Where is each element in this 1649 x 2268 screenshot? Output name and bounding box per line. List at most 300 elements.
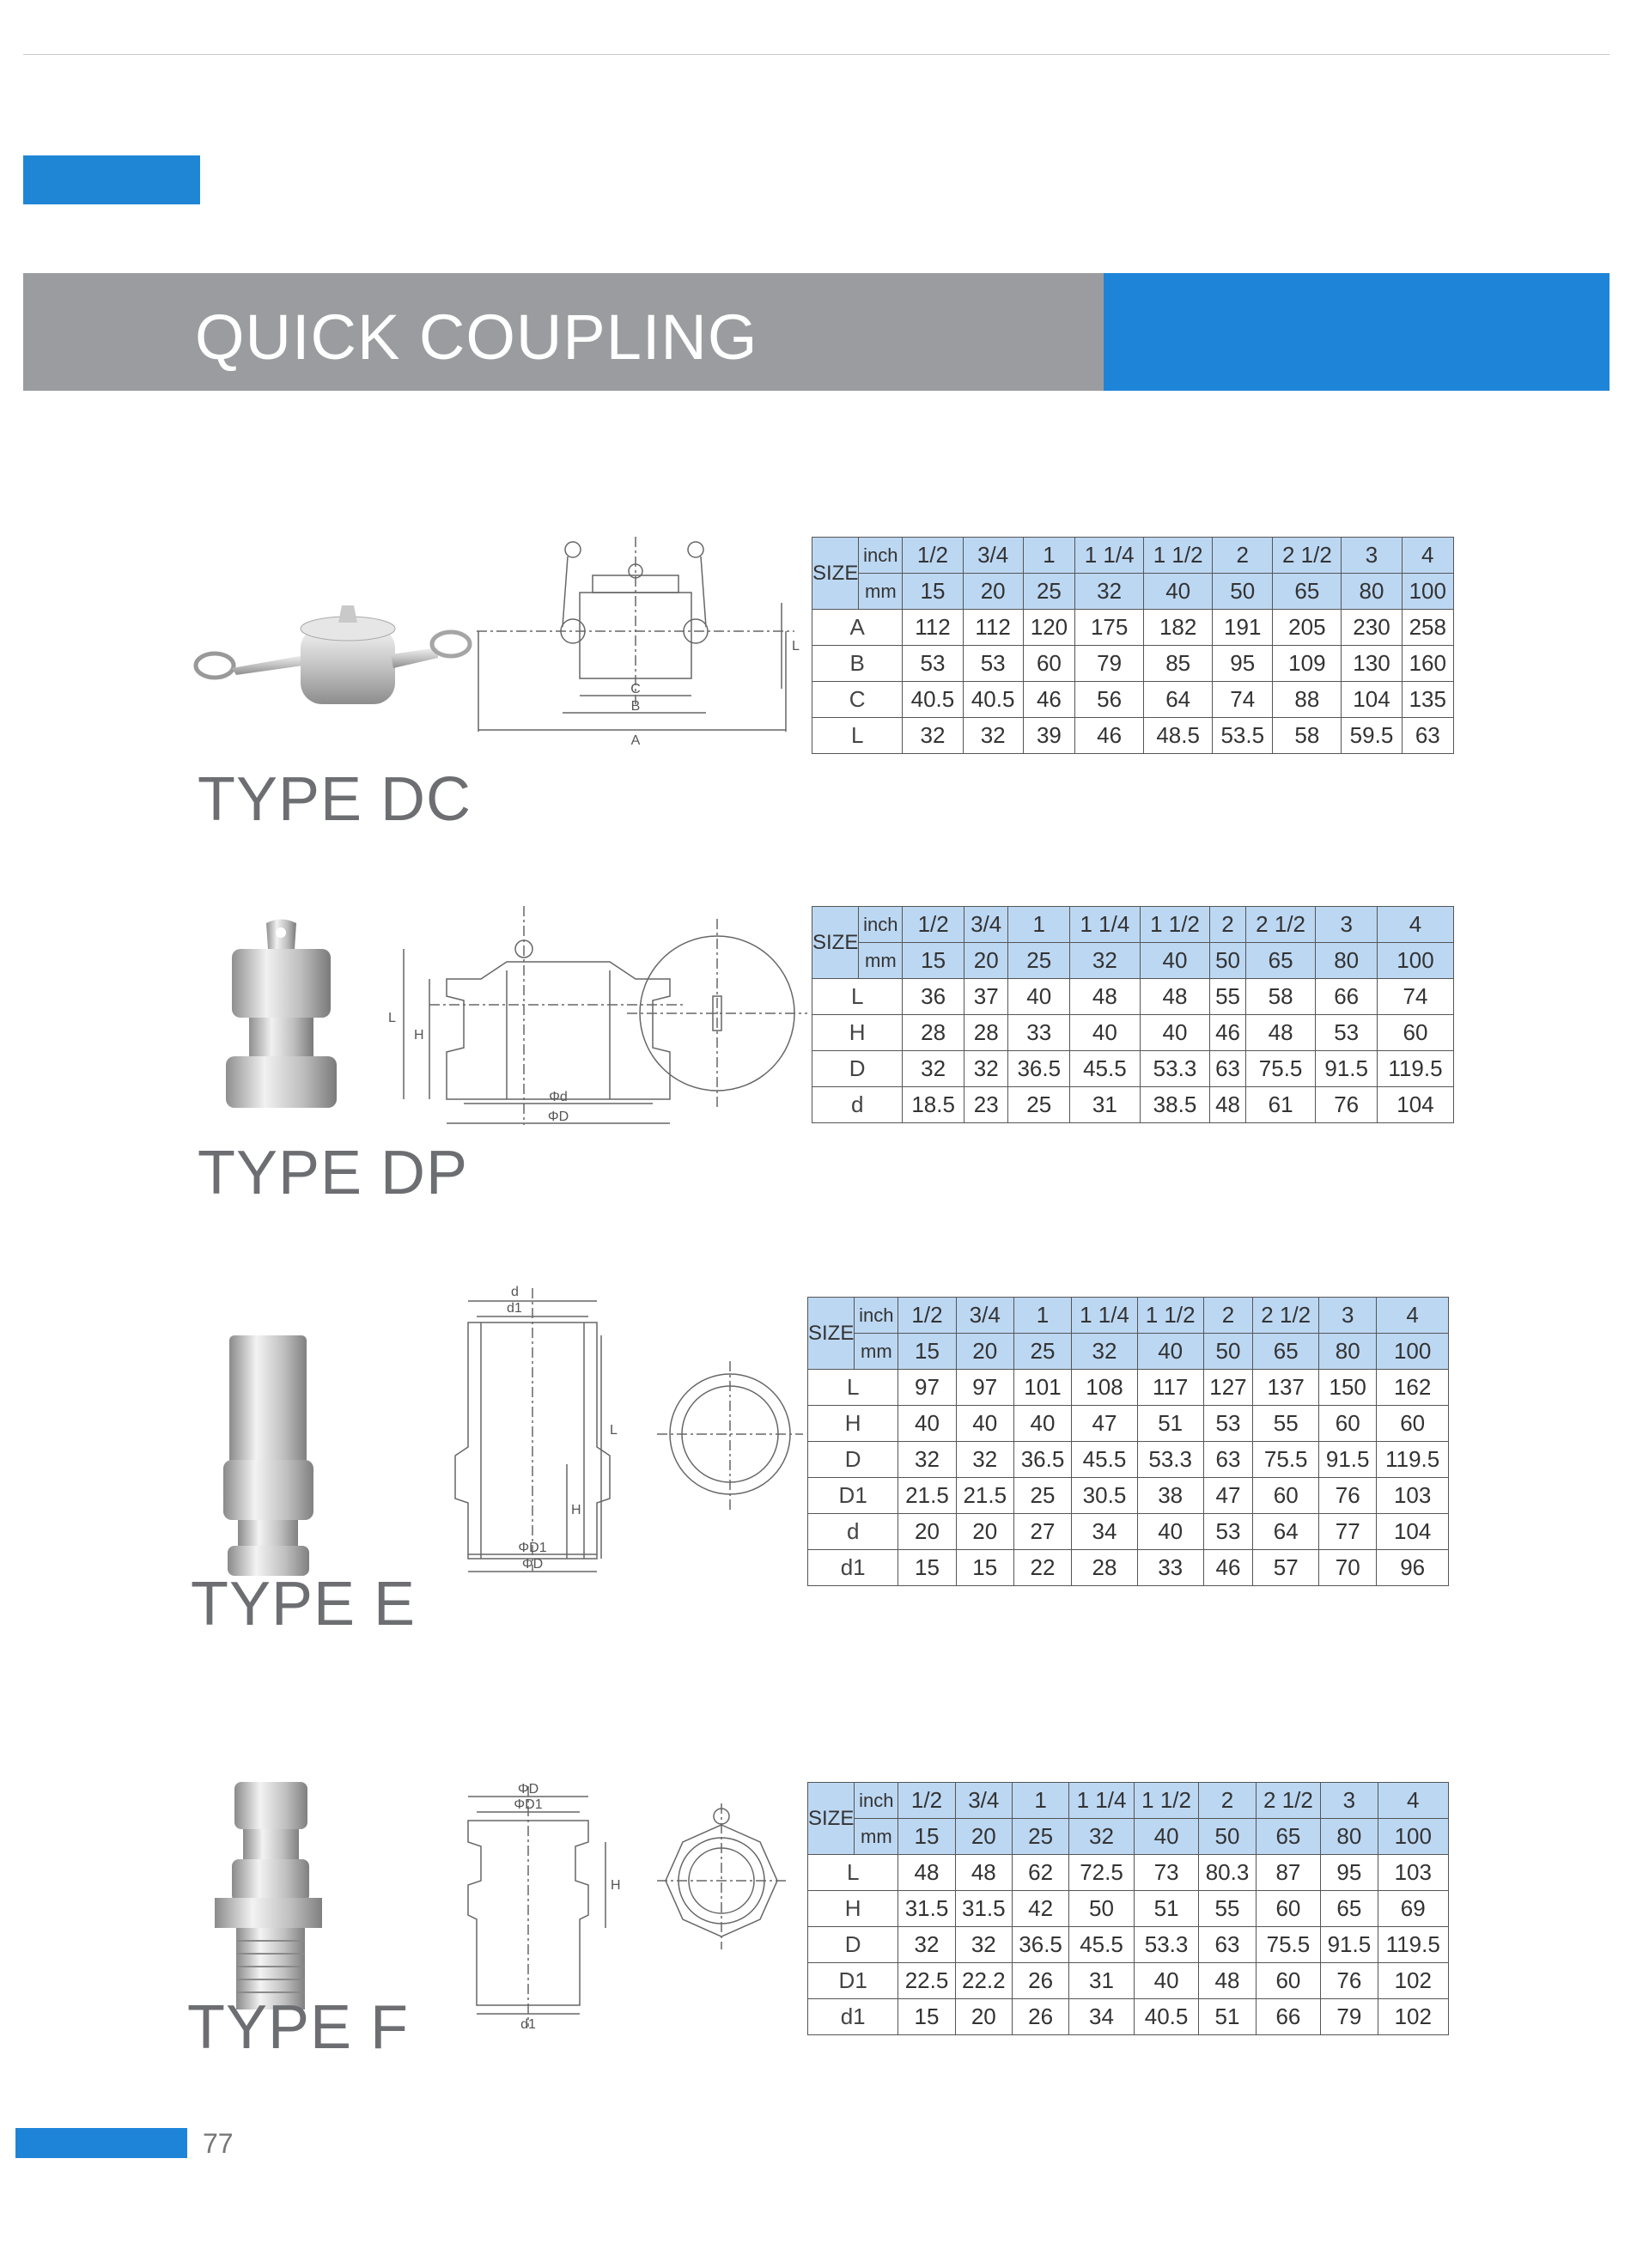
header-accent-tab [23, 155, 200, 204]
banner-blue-block [1104, 273, 1609, 391]
mm-cell: 25 [1008, 943, 1070, 979]
inch-cell: 2 1/2 [1256, 1783, 1321, 1819]
inch-cell: 1/2 [903, 907, 964, 943]
type-dp-label: TYPE DP [198, 1139, 469, 1207]
value-cell: 15 [956, 1550, 1013, 1586]
value-cell: 31 [1070, 1087, 1141, 1123]
value-cell: 60 [1377, 1406, 1449, 1442]
value-cell: 66 [1316, 979, 1378, 1015]
value-cell: 64 [1144, 682, 1213, 718]
inch-cell: 1/2 [898, 1783, 955, 1819]
value-cell: 76 [1321, 1963, 1378, 1999]
row-label: L [812, 979, 903, 1015]
value-cell: 65 [1321, 1891, 1378, 1927]
value-cell: 40 [1008, 979, 1070, 1015]
value-cell: 79 [1075, 646, 1144, 682]
mm-cell: 65 [1273, 574, 1342, 610]
inch-cell: 3/4 [955, 1783, 1012, 1819]
value-cell: 60 [1253, 1478, 1319, 1514]
mm-cell: 80 [1342, 574, 1402, 610]
value-cell: 61 [1245, 1087, 1316, 1123]
value-cell: 36 [903, 979, 964, 1015]
value-cell: 28 [903, 1015, 964, 1051]
value-cell: 38 [1137, 1478, 1203, 1514]
mm-cell: 100 [1377, 1334, 1449, 1370]
value-cell: 91.5 [1319, 1442, 1377, 1478]
inch-label: inch [859, 538, 903, 574]
row-label: H [808, 1406, 898, 1442]
dc-dim-b: B [630, 699, 641, 714]
value-cell: 48 [1199, 1963, 1256, 1999]
value-cell: 33 [1008, 1015, 1070, 1051]
mm-cell: 100 [1378, 1819, 1448, 1855]
value-cell: 62 [1012, 1855, 1068, 1891]
value-cell: 75.5 [1256, 1927, 1321, 1963]
row-label: A [812, 610, 903, 646]
mm-cell: 15 [903, 943, 964, 979]
mm-cell: 80 [1321, 1819, 1378, 1855]
value-cell: 34 [1069, 1999, 1135, 2035]
f-dim-d1: d1 [520, 2017, 536, 2032]
value-cell: 53 [1316, 1015, 1378, 1051]
mm-cell: 50 [1210, 943, 1246, 979]
value-cell: 56 [1075, 682, 1144, 718]
inch-cell: 1 [1013, 1298, 1071, 1334]
value-cell: 40 [1137, 1514, 1203, 1550]
value-cell: 135 [1402, 682, 1453, 718]
value-cell: 96 [1377, 1550, 1449, 1586]
value-cell: 53.3 [1134, 1927, 1199, 1963]
value-cell: 51 [1199, 1999, 1256, 2035]
row-label: L [808, 1855, 898, 1891]
type-dc-label: TYPE DC [198, 765, 472, 834]
inch-cell: 1/2 [898, 1298, 956, 1334]
value-cell: 40 [898, 1406, 956, 1442]
e-dim-l: L [610, 1423, 618, 1438]
value-cell: 63 [1199, 1927, 1256, 1963]
inch-cell: 1 1/4 [1070, 907, 1141, 943]
value-cell: 88 [1273, 682, 1342, 718]
value-cell: 53 [963, 646, 1023, 682]
value-cell: 45.5 [1069, 1927, 1135, 1963]
inch-cell: 3/4 [964, 907, 1008, 943]
inch-cell: 3/4 [956, 1298, 1013, 1334]
value-cell: 38.5 [1140, 1087, 1210, 1123]
value-cell: 30.5 [1072, 1478, 1138, 1514]
value-cell: 160 [1402, 646, 1453, 682]
row-label: D [812, 1051, 903, 1087]
value-cell: 50 [1069, 1891, 1135, 1927]
value-cell: 117 [1137, 1370, 1203, 1406]
value-cell: 104 [1377, 1087, 1453, 1123]
value-cell: 70 [1319, 1550, 1377, 1586]
page-title: QUICK COUPLING [195, 301, 758, 373]
inch-cell: 2 1/2 [1273, 538, 1342, 574]
mm-cell: 25 [1013, 1334, 1071, 1370]
value-cell: 26 [1012, 1999, 1068, 2035]
inch-cell: 1 1/4 [1069, 1783, 1135, 1819]
dc-dim-c: C [630, 682, 641, 696]
inch-cell: 3 [1316, 907, 1378, 943]
row-label: d1 [808, 1999, 898, 2035]
value-cell: 20 [956, 1514, 1013, 1550]
inch-cell: 3 [1321, 1783, 1378, 1819]
value-cell: 31 [1069, 1963, 1135, 1999]
mm-cell: 25 [1012, 1819, 1068, 1855]
row-label: D1 [808, 1478, 898, 1514]
mm-cell: 50 [1213, 574, 1273, 610]
inch-cell: 4 [1377, 907, 1453, 943]
f-dim-phi-d1: ΦD1 [514, 1797, 543, 1812]
value-cell: 55 [1199, 1891, 1256, 1927]
value-cell: 102 [1378, 1963, 1448, 1999]
mm-cell: 20 [956, 1334, 1013, 1370]
e-dim-phi-d1: ΦD1 [518, 1541, 547, 1555]
section-type-f [0, 1760, 1649, 2104]
value-cell: 87 [1256, 1855, 1321, 1891]
value-cell: 28 [1072, 1550, 1138, 1586]
inch-cell: 2 1/2 [1253, 1298, 1319, 1334]
value-cell: 191 [1213, 610, 1273, 646]
value-cell: 36.5 [1012, 1927, 1068, 1963]
row-label: D [808, 1442, 898, 1478]
value-cell: 53.3 [1140, 1051, 1210, 1087]
value-cell: 60 [1319, 1406, 1377, 1442]
value-cell: 66 [1256, 1999, 1321, 2035]
value-cell: 69 [1378, 1891, 1448, 1927]
value-cell: 77 [1319, 1514, 1377, 1550]
value-cell: 22.2 [955, 1963, 1012, 1999]
value-cell: 119.5 [1377, 1442, 1449, 1478]
inch-cell: 1 1/2 [1144, 538, 1213, 574]
value-cell: 104 [1377, 1514, 1449, 1550]
row-label: C [812, 682, 903, 718]
mm-label: mm [859, 943, 903, 979]
value-cell: 32 [964, 1051, 1008, 1087]
mm-cell: 20 [955, 1819, 1012, 1855]
dc-dim-a: A [630, 733, 641, 747]
value-cell: 162 [1377, 1370, 1449, 1406]
value-cell: 27 [1013, 1514, 1071, 1550]
value-cell: 76 [1316, 1087, 1378, 1123]
value-cell: 60 [1256, 1963, 1321, 1999]
inch-cell: 1 1/4 [1072, 1298, 1138, 1334]
value-cell: 91.5 [1321, 1927, 1378, 1963]
value-cell: 32 [956, 1442, 1013, 1478]
value-cell: 53.3 [1137, 1442, 1203, 1478]
value-cell: 58 [1245, 979, 1316, 1015]
page-number: 77 [203, 2128, 234, 2159]
value-cell: 60 [1023, 646, 1074, 682]
value-cell: 47 [1203, 1478, 1253, 1514]
value-cell: 34 [1072, 1514, 1138, 1550]
type-dp-technical-drawing [378, 902, 816, 1134]
inch-cell: 3 [1319, 1298, 1377, 1334]
mm-cell: 40 [1140, 943, 1210, 979]
value-cell: 36.5 [1008, 1051, 1070, 1087]
value-cell: 127 [1203, 1370, 1253, 1406]
type-f-technical-drawing [434, 1778, 794, 2035]
value-cell: 45.5 [1072, 1442, 1138, 1478]
value-cell: 60 [1377, 1015, 1453, 1051]
value-cell: 46 [1023, 682, 1074, 718]
inch-label: inch [855, 1298, 898, 1334]
value-cell: 40 [1013, 1406, 1071, 1442]
mm-cell: 20 [964, 943, 1008, 979]
value-cell: 258 [1402, 610, 1453, 646]
inch-cell: 2 [1213, 538, 1273, 574]
mm-label: mm [859, 574, 903, 610]
inch-cell: 1 1/4 [1075, 538, 1144, 574]
value-cell: 112 [963, 610, 1023, 646]
value-cell: 120 [1023, 610, 1074, 646]
mm-cell: 40 [1144, 574, 1213, 610]
value-cell: 48 [1245, 1015, 1316, 1051]
value-cell: 46 [1210, 1015, 1246, 1051]
value-cell: 40.5 [963, 682, 1023, 718]
value-cell: 102 [1378, 1999, 1448, 2035]
value-cell: 48 [955, 1855, 1012, 1891]
inch-cell: 1/2 [903, 538, 963, 574]
value-cell: 40 [1070, 1015, 1141, 1051]
row-label: H [808, 1891, 898, 1927]
value-cell: 25 [1008, 1087, 1070, 1123]
row-label: B [812, 646, 903, 682]
mm-cell: 65 [1245, 943, 1316, 979]
row-label: D1 [808, 1963, 898, 1999]
value-cell: 48.5 [1144, 718, 1213, 754]
value-cell: 73 [1134, 1855, 1199, 1891]
value-cell: 64 [1253, 1514, 1319, 1550]
inch-cell: 1 [1023, 538, 1074, 574]
mm-label: mm [855, 1819, 898, 1855]
inch-label: inch [855, 1783, 898, 1819]
inch-cell: 2 [1203, 1298, 1253, 1334]
inch-cell: 2 [1210, 907, 1246, 943]
value-cell: 40 [956, 1406, 1013, 1442]
row-label: d [808, 1514, 898, 1550]
value-cell: 15 [898, 1999, 955, 2035]
value-cell: 46 [1203, 1550, 1253, 1586]
f-dim-h: H [611, 1878, 621, 1893]
value-cell: 21.5 [956, 1478, 1013, 1514]
mm-cell: 40 [1134, 1819, 1199, 1855]
mm-cell: 25 [1023, 574, 1074, 610]
row-label: d1 [808, 1550, 898, 1586]
row-label: D [808, 1927, 898, 1963]
row-label: L [808, 1370, 898, 1406]
inch-cell: 1 1/2 [1137, 1298, 1203, 1334]
size-label: SIZE [808, 1783, 855, 1855]
value-cell: 75.5 [1253, 1442, 1319, 1478]
value-cell: 137 [1253, 1370, 1319, 1406]
mm-label: mm [855, 1334, 898, 1370]
value-cell: 22 [1013, 1550, 1071, 1586]
dp-dim-h: H [414, 1028, 424, 1043]
value-cell: 104 [1342, 682, 1402, 718]
value-cell: 85 [1144, 646, 1213, 682]
value-cell: 95 [1213, 646, 1273, 682]
value-cell: 26 [1012, 1963, 1068, 1999]
value-cell: 32 [955, 1927, 1012, 1963]
value-cell: 48 [898, 1855, 955, 1891]
value-cell: 47 [1072, 1406, 1138, 1442]
size-label: SIZE [812, 907, 859, 979]
value-cell: 32 [903, 1051, 964, 1087]
value-cell: 32 [903, 718, 963, 754]
value-cell: 230 [1342, 610, 1402, 646]
value-cell: 23 [964, 1087, 1008, 1123]
value-cell: 150 [1319, 1370, 1377, 1406]
type-e-label: TYPE E [191, 1570, 417, 1639]
mm-cell: 15 [898, 1819, 955, 1855]
row-label: d [812, 1087, 903, 1123]
mm-cell: 80 [1319, 1334, 1377, 1370]
value-cell: 36.5 [1013, 1442, 1071, 1478]
value-cell: 46 [1075, 718, 1144, 754]
value-cell: 45.5 [1070, 1051, 1141, 1087]
value-cell: 20 [898, 1514, 956, 1550]
value-cell: 57 [1253, 1550, 1319, 1586]
value-cell: 21.5 [898, 1478, 956, 1514]
value-cell: 40.5 [1134, 1999, 1199, 2035]
mm-cell: 32 [1075, 574, 1144, 610]
value-cell: 22.5 [898, 1963, 955, 1999]
value-cell: 53.5 [1213, 718, 1273, 754]
title-banner [23, 273, 1609, 391]
type-f-product-photo [210, 1778, 326, 2014]
value-cell: 55 [1253, 1406, 1319, 1442]
mm-cell: 32 [1069, 1819, 1135, 1855]
row-label: H [812, 1015, 903, 1051]
mm-cell: 100 [1402, 574, 1453, 610]
f-dim-phi-d: ΦD [517, 1782, 539, 1797]
inch-cell: 2 1/2 [1245, 907, 1316, 943]
value-cell: 51 [1137, 1406, 1203, 1442]
mm-cell: 15 [903, 574, 963, 610]
mm-cell: 65 [1256, 1819, 1321, 1855]
inch-cell: 3/4 [963, 538, 1023, 574]
value-cell: 103 [1377, 1478, 1449, 1514]
section-type-dp [0, 885, 1649, 1228]
value-cell: 182 [1144, 610, 1213, 646]
value-cell: 32 [963, 718, 1023, 754]
dp-dim-small-d: Φd [549, 1090, 568, 1104]
value-cell: 58 [1273, 718, 1342, 754]
footer-accent-bar [15, 2128, 187, 2158]
size-label: SIZE [812, 538, 859, 610]
inch-cell: 2 [1199, 1783, 1256, 1819]
type-dc-technical-drawing [477, 532, 803, 747]
value-cell: 91.5 [1316, 1051, 1378, 1087]
e-dim-h: H [571, 1503, 581, 1517]
value-cell: 18.5 [903, 1087, 964, 1123]
value-cell: 205 [1273, 610, 1342, 646]
e-dim-d: d [511, 1285, 519, 1299]
e-dim-phi-d: ΦD [521, 1557, 544, 1572]
value-cell: 53 [1203, 1406, 1253, 1442]
value-cell: 48 [1140, 979, 1210, 1015]
e-dim-d1: d1 [507, 1301, 522, 1316]
mm-cell: 80 [1316, 943, 1378, 979]
value-cell: 112 [903, 610, 963, 646]
type-f-label: TYPE F [187, 1993, 410, 2062]
inch-cell: 1 [1008, 907, 1070, 943]
value-cell: 51 [1134, 1891, 1199, 1927]
row-label: L [812, 718, 903, 754]
mm-cell: 65 [1253, 1334, 1319, 1370]
mm-cell: 50 [1203, 1334, 1253, 1370]
type-dc-product-photo [189, 593, 481, 721]
type-e-technical-drawing [429, 1284, 807, 1576]
value-cell: 76 [1319, 1478, 1377, 1514]
value-cell: 109 [1273, 646, 1342, 682]
value-cell: 63 [1402, 718, 1453, 754]
value-cell: 55 [1210, 979, 1246, 1015]
value-cell: 53 [903, 646, 963, 682]
inch-cell: 4 [1377, 1298, 1449, 1334]
type-dc-dimension-table [812, 537, 1454, 754]
value-cell: 119.5 [1378, 1927, 1448, 1963]
value-cell: 60 [1256, 1891, 1321, 1927]
value-cell: 40 [1134, 1963, 1199, 1999]
inch-cell: 1 1/2 [1140, 907, 1210, 943]
value-cell: 175 [1075, 610, 1144, 646]
value-cell: 74 [1213, 682, 1273, 718]
value-cell: 15 [898, 1550, 956, 1586]
value-cell: 63 [1203, 1442, 1253, 1478]
type-dp-dimension-table [812, 906, 1454, 1123]
top-rule [23, 54, 1609, 55]
dp-dim-big-d: ΦD [547, 1110, 569, 1124]
inch-label: inch [859, 907, 903, 943]
value-cell: 42 [1012, 1891, 1068, 1927]
value-cell: 37 [964, 979, 1008, 1015]
mm-cell: 15 [898, 1334, 956, 1370]
value-cell: 59.5 [1342, 718, 1402, 754]
value-cell: 97 [898, 1370, 956, 1406]
value-cell: 119.5 [1377, 1051, 1453, 1087]
value-cell: 80.3 [1199, 1855, 1256, 1891]
value-cell: 53 [1203, 1514, 1253, 1550]
value-cell: 95 [1321, 1855, 1378, 1891]
type-dp-product-photo [219, 919, 344, 1116]
value-cell: 28 [964, 1015, 1008, 1051]
value-cell: 31.5 [955, 1891, 1012, 1927]
value-cell: 39 [1023, 718, 1074, 754]
inch-cell: 4 [1378, 1783, 1448, 1819]
value-cell: 32 [898, 1442, 956, 1478]
inch-cell: 1 1/2 [1134, 1783, 1199, 1819]
value-cell: 31.5 [898, 1891, 955, 1927]
value-cell: 101 [1013, 1370, 1071, 1406]
section-type-e [0, 1271, 1649, 1649]
mm-cell: 40 [1137, 1334, 1203, 1370]
value-cell: 74 [1377, 979, 1453, 1015]
value-cell: 63 [1210, 1051, 1246, 1087]
mm-cell: 32 [1072, 1334, 1138, 1370]
inch-cell: 3 [1342, 538, 1402, 574]
value-cell: 75.5 [1245, 1051, 1316, 1087]
value-cell: 97 [956, 1370, 1013, 1406]
inch-cell: 4 [1402, 538, 1453, 574]
dp-dim-l: L [388, 1011, 396, 1025]
value-cell: 33 [1137, 1550, 1203, 1586]
value-cell: 20 [955, 1999, 1012, 2035]
section-type-dc [0, 515, 1649, 842]
value-cell: 40.5 [903, 682, 963, 718]
inch-cell: 1 [1012, 1783, 1068, 1819]
